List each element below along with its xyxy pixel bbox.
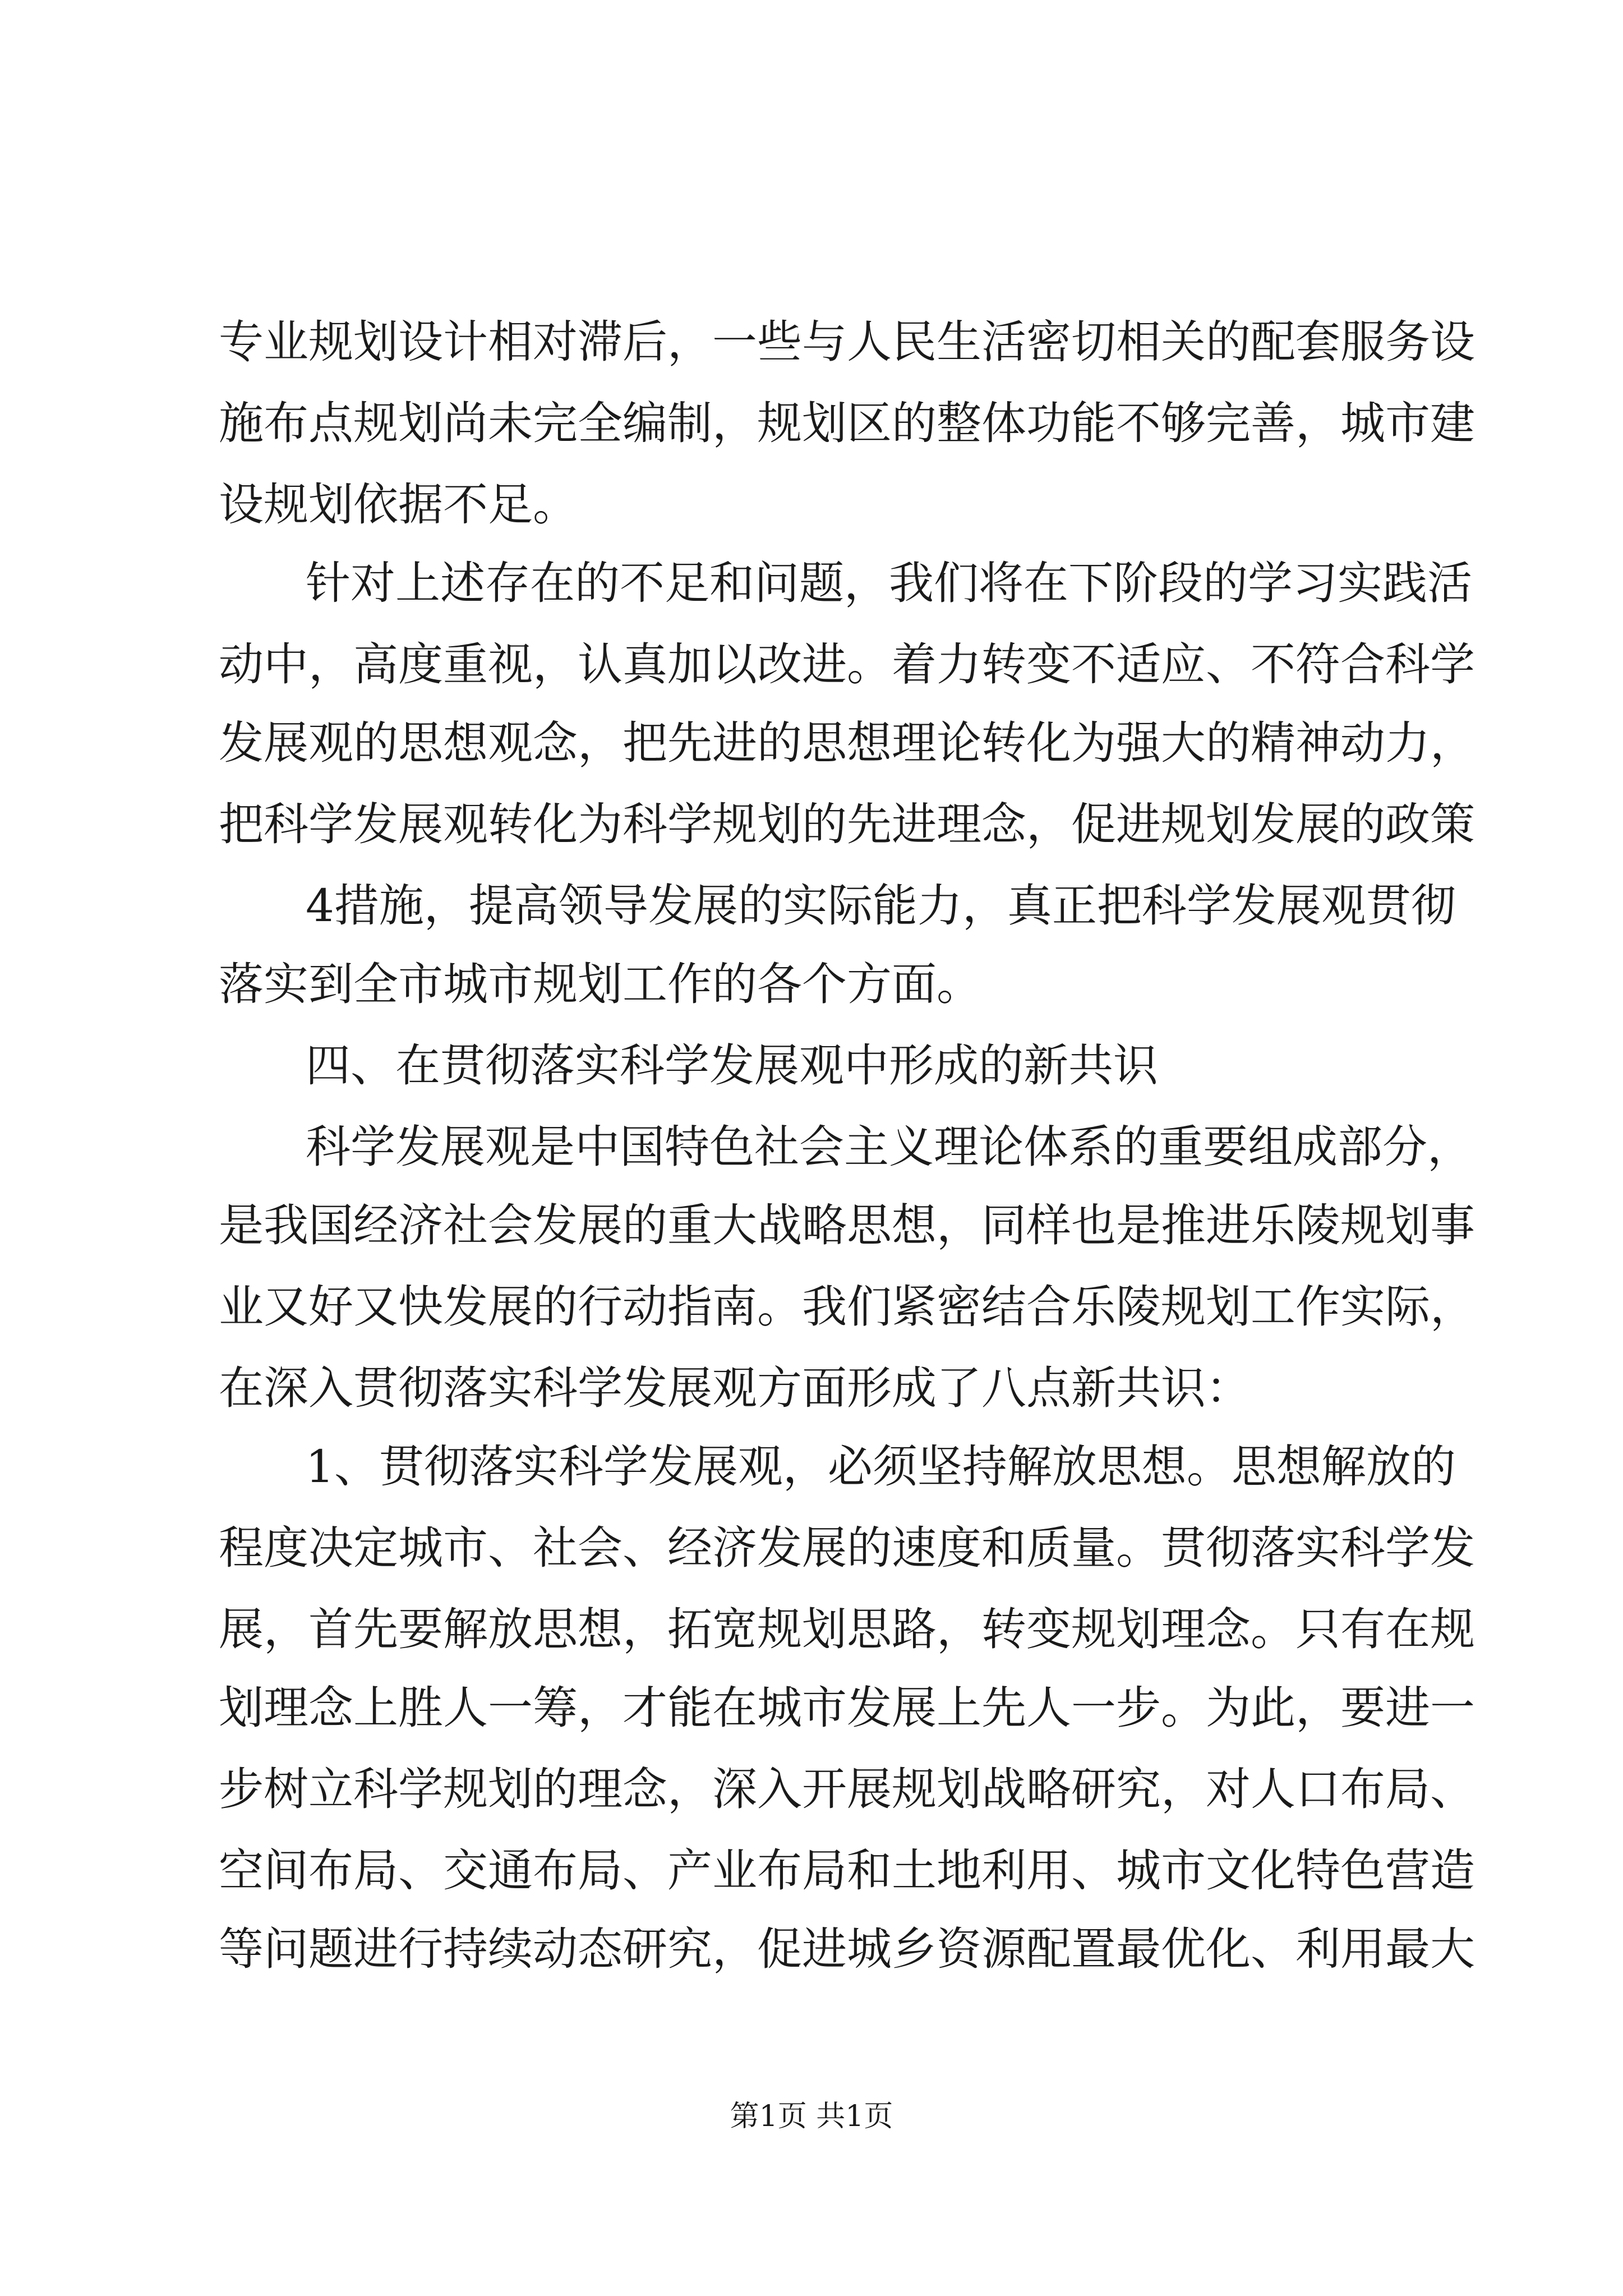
text-line: 4措施，提高领导发展的实际能力，真正把科学发展观贯彻 (306, 880, 1456, 932)
text-line: 1、贯彻落实科学发展观，必须坚持解放思想。思想解放的 (306, 1441, 1456, 1493)
text-line: 空间布局、交通布局、产业布局和土地利用、城市文化特色营造 (219, 1844, 1475, 1897)
section-heading: 四、在贯彻落实科学发展观中形成的新共识 (306, 1039, 1158, 1092)
text-line: 是我国经济社会发展的重大战略思想，同样也是推进乐陵规划事 (219, 1199, 1475, 1251)
text-line: 科学发展观是中国特色社会主义理论体系的重要组成部分， (306, 1121, 1472, 1173)
text-line: 发展观的思想观念，把先进的思想理论转化为强大的精神动力， (219, 717, 1475, 769)
text-line: 等问题进行持续动态研究，促进城乡资源配置最优化、利用最大 (219, 1923, 1475, 1975)
text-line: 落实到全市城市规划工作的各个方面。 (219, 958, 981, 1010)
text-line: 针对上述存在的不足和问题，我们将在下阶段的学习实践活 (306, 557, 1472, 609)
text-line: 专业规划设计相对滞后，一些与人民生活密切相关的配套服务设 (219, 316, 1475, 368)
text-line: 在深入贯彻落实科学发展观方面形成了八点新共识： (219, 1362, 1251, 1414)
text-line: 业又好又快发展的行动指南。我们紧密结合乐陵规划工作实际， (219, 1281, 1475, 1333)
text-line: 步树立科学规划的理念，深入开展规划战略研究，对人口布局、 (219, 1763, 1475, 1815)
text-line: 程度决定城市、社会、经济发展的速度和质量。贯彻落实科学发 (219, 1522, 1475, 1574)
text-line: 把科学发展观转化为科学规划的先进理念，促进规划发展的政策 (219, 798, 1475, 850)
page-footer: 第1页 共1页 (730, 2100, 893, 2133)
text-line: 动中，高度重视，认真加以改进。着力转变不适应、不符合科学 (219, 638, 1475, 691)
text-line: 设规划依据不足。 (219, 478, 578, 531)
text-line: 划理念上胜人一筹，才能在城市发展上先人一步。为此，要进一 (219, 1682, 1475, 1734)
text-line: 展，首先要解放思想，拓宽规划思路，转变规划理念。只有在规 (219, 1603, 1475, 1655)
text-line: 施布点规划尚未完全编制，规划区的整体功能不够完善，城市建 (219, 397, 1475, 449)
